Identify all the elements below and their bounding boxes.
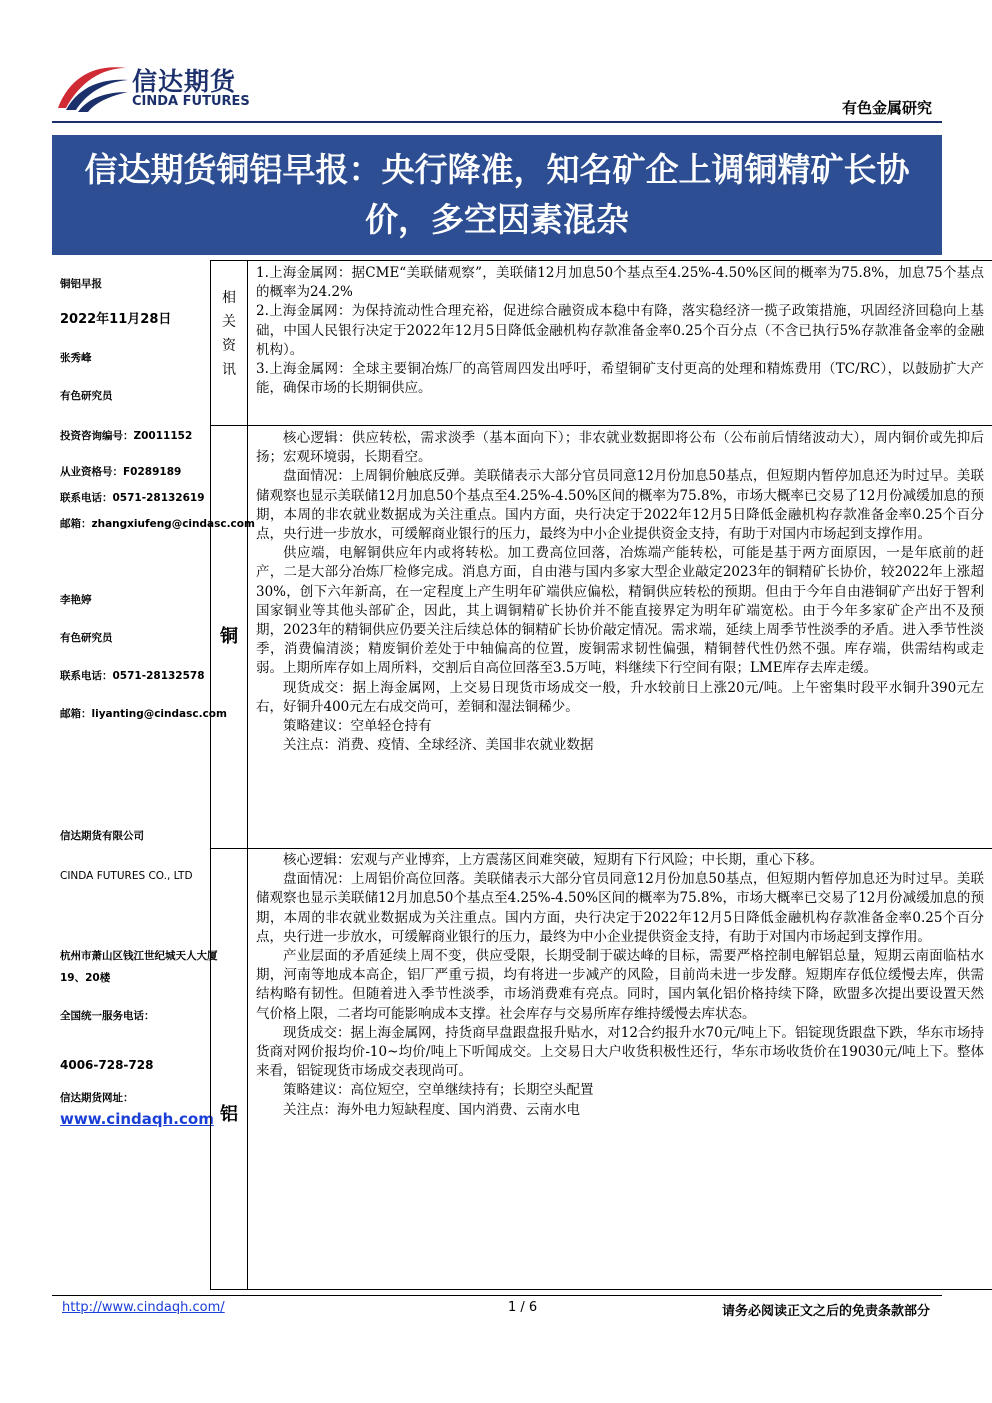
aluminum-content (256, 851, 984, 1120)
news-content (256, 264, 984, 398)
website-link[interactable]: www.cindaqh.com (60, 1110, 214, 1128)
footer-website-link[interactable]: http://www.cindaqh.com/ (62, 1300, 225, 1315)
copper-content (256, 429, 984, 755)
report-date: 2022年11月28日 (60, 312, 172, 327)
company-logo (52, 58, 252, 118)
hotline-label: 全国统一服务电话： (60, 1010, 155, 1022)
report-category: 有色金属研究 (841, 99, 932, 117)
copper-core-logic: 核心逻辑：供应转松，需求淡季（基本面向下）；非农就业数据即将公布（公布前后情绪波动大），周内铜价或先抑后扬；宏观环境弱，长期看空。 (256, 430, 984, 466)
cinda-swoosh-icon (52, 58, 130, 114)
hotline-number: 4006-728-728 (60, 1058, 154, 1072)
news-item: 1.上海金属网：据CME“美联储观察”，美联储12月加息50个基点至4.25%-4.50%区间的概率为75.8%，加息75个基点的概率为24.2% (256, 265, 984, 301)
analyst-role: 有色研究员 (60, 390, 113, 402)
footer-divider (52, 1295, 942, 1296)
analyst2-name: 李艳婷 (60, 594, 92, 606)
company-name-en: CINDA FUTURES CO., LTD (60, 870, 193, 882)
row-divider-copper (210, 848, 992, 849)
company-address-line1: 杭州市萧山区钱江世纪城天人大厦 (60, 950, 218, 962)
analyst-qualification: 从业资格号：F0289189 (60, 466, 182, 478)
analyst2-role: 有色研究员 (60, 632, 113, 644)
analyst-name: 张秀峰 (60, 352, 92, 364)
header-divider (52, 121, 942, 123)
row-divider-news (210, 425, 992, 426)
aluminum-spot-trading: 现货成交：据上海金属网，持货商早盘跟盘报升贴水，对12合约报升水70元/吨上下。铝锭现货跟盘下跌，华东市场持货商对网价报均价-10~均价/吨上下听闻成交。上交易日大户收货积极性还行，华东市场收货价在19030元/吨上下。整体来看，铝锭现货市场成交表现尚可。 (256, 1024, 984, 1080)
content-table (210, 260, 992, 1290)
copper-supply-demand: 供应端，电解铜供应年内或将转松。加工费高位回落，冶炼端产能转松，可能是基于两方面原因，一是年底前的赶产，二是大部分冶炼厂检修完成。消息方面，自由港与国内多家大型企业敲定2023年的铜精矿长协价，较2022年上涨超30%，创下六年新高，在一定程度上产生明年矿端供应偏松，精铜供应转松的预期。但由于今年自由港铜矿产出好于智利国家铜业等其他头部矿企，因此，其上调铜精矿长协价并不能直接界定为明年矿端宽松。由于今年多家矿企产出不及预期，2023年的精铜供应仍要关注后续总体的铜精矿长协价敲定情况。需求端，延续上周季节性淡季的矛盾。进入季节性淡季，消费偏清淡；精废铜价差处于中轴偏高的位置，废铜需求韧性偏强，精铜替代性仍然不强。库存端，供需结构或走弱。上期所库存如上周所料，交割后自高位回落至3.5万吨，料继续下行空间有限；LME库存去库走缓。 (256, 545, 984, 677)
disclaimer-notice: 请务必阅读正文之后的免责条款部分 (721, 1304, 930, 1319)
news-section-label (212, 286, 246, 406)
news-label-text: 相 关 资 讯 (222, 290, 236, 378)
company-address-line2: 19、20楼 (60, 972, 111, 984)
analyst2-email[interactable]: 邮箱：liyanting@cindasc.com (60, 708, 227, 720)
copper-section-label: 铜 (220, 626, 238, 647)
company-name-cn: 信达期货有限公司 (60, 830, 144, 842)
table-column-divider (247, 260, 248, 1290)
analyst-license: 投资咨询编号：Z0011152 (60, 430, 193, 442)
analyst-phone: 联系电话：0571-28132619 (60, 492, 205, 504)
aluminum-strategy: 策略建议：高位短空，空单继续持有；长期空头配置 (283, 1082, 594, 1099)
copper-strategy: 策略建议：空单轻仓持有 (283, 718, 432, 735)
copper-focus-points: 关注点：消费、疫情、全球经济、美国非农就业数据 (283, 737, 594, 754)
logo-name-cn: 信达期货 (132, 67, 237, 96)
title-banner (52, 135, 942, 255)
aluminum-market-situation: 盘面情况：上周铝价高位回落。美联储表示大部分官员同意12月份加息50基点，但短期内暂停加息还为时过早。美联储观察也显示美联储12月加息50个基点至4.25%-4.50%区间的概率为75.8%，市场大概率已交易了12月份减缓加息的预期，本周的非农就业数据成为关注重点。国内方面，央行决定于2022年12月5日降低金融机构存款准备金率0.25个百分点，央行进一步放水，可缓解商业银行的压力，最终为中小企业提供资金支持，有助于对国内市场起到支撑作用。 (256, 871, 984, 945)
aluminum-industry: 产业层面的矛盾延续上周不变，供应受限，长期受制于碳达峰的目标，需要严格控制电解铝总量，短期云南面临枯水期，河南等地成本高企，铝厂严重亏损，均有将进一步减产的风险，目前尚未进一步发酵。短期库存低位缓慢去库，供需结构略有韧性。但随着进入季节性淡季，市场消费难有亮点。同时，国内氧化铝价格持续下降，欧盟多次提出要设置天然气价格上限，二者均可能影响成本支撑。社会库存与交易所库存维持缓慢去库状态。 (256, 948, 984, 1022)
report-title: 信达期货铜铝早报：央行降准，知名矿企上调铜精矿长协价，多空因素混杂 (84, 150, 910, 239)
aluminum-core-logic: 核心逻辑：宏观与产业博弈，上方震荡区间难突破，短期有下行风险；中长期，重心下移。 (283, 852, 823, 868)
logo-name-en: CINDA FUTURES (132, 94, 250, 109)
page-number: 1 / 6 (508, 1300, 538, 1315)
report-type: 铜铝早报 (60, 278, 102, 290)
website-label: 信达期货网址： (60, 1092, 134, 1104)
news-item: 2.上海金属网：为保持流动性合理充裕，促进综合融资成本稳中有降，落实稳经济一揽子政策措施，巩固经济回稳向上基础，中国人民银行决定于2022年12月5日降低金融机构存款准备金率0.25个百分点（不含已执行5%存款准备金率的金融机构）。 (256, 303, 984, 358)
aluminum-section-label: 铝 (220, 1104, 238, 1125)
copper-market-situation: 盘面情况：上周铜价触底反弹。美联储表示大部分官员同意12月份加息50基点，但短期内暂停加息还为时过早。美联储观察也显示美联储12月加息50个基点至4.25%-4.50%区间的概率为75.8%，市场大概率已交易了12月份减缓加息的预期，本周的非农就业数据成为关注重点。国内方面，央行决定于2022年12月5日降低金融机构存款准备金率0.25个百分点，央行进一步放水，可缓解商业银行的压力，最终为中小企业提供资金支持，有助于对国内市场起到支撑作用。 (256, 468, 984, 543)
analyst-email[interactable]: 邮箱：zhangxiufeng@cindasc.com (60, 518, 255, 530)
aluminum-focus-points: 关注点：海外电力短缺程度、国内消费、云南水电 (283, 1101, 580, 1118)
copper-spot-trading: 现货成交：据上海金属网，上交易日现货市场成交一般，升水较前日上涨20元/吨。上午密集时段平水铜升390元左右，好铜升400元左右成交尚可，差铜和湿法铜稀少。 (256, 679, 984, 715)
news-item: 3.上海金属网：全球主要铜冶炼厂的高管周四发出呼吁，希望铜矿支付更高的处理和精炼费用（TC/RC），以鼓励扩大产能，确保市场的长期铜供应。 (256, 361, 984, 397)
analyst2-phone: 联系电话：0571-28132578 (60, 670, 205, 682)
